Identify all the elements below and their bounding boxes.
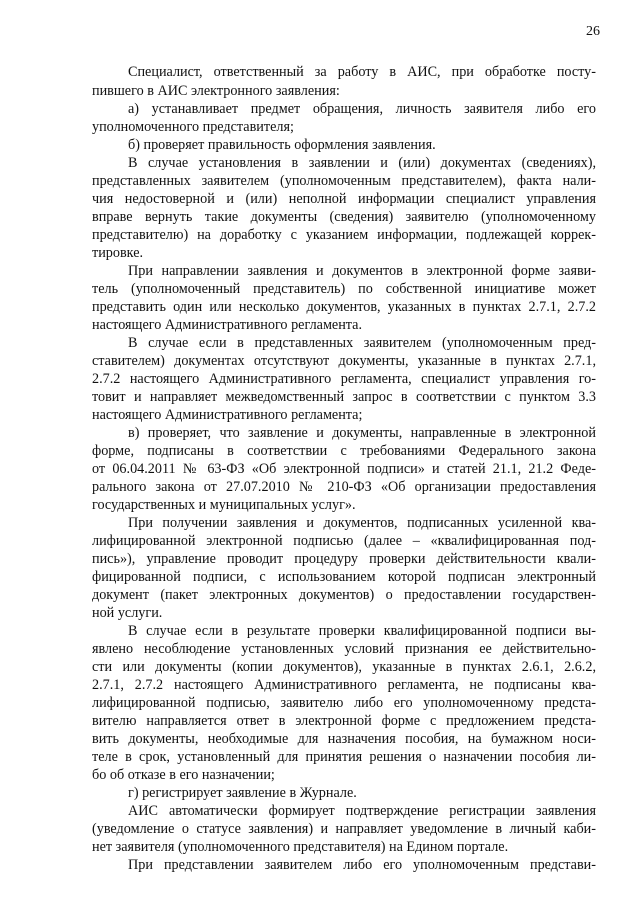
text-line: лифицированной электронной подписью (далее – «квалифицированная под- — [92, 533, 596, 549]
text-line: ной услуги. — [92, 605, 163, 621]
text-line: в) проверяет, что заявление и документы, направленные в электронной — [128, 425, 596, 441]
text-line: уполномоченного представителя; — [92, 119, 294, 135]
text-line: чия недостоверной и (или) неполной информации специалист управления — [92, 191, 596, 207]
text-line: При получении заявления и документов, подписанных усиленной ква- — [128, 515, 596, 531]
text-line: нет заявителя (уполномоченного представителя) на Едином портале. — [92, 839, 509, 855]
text-line: настоящего Административного регламента; — [92, 407, 363, 423]
text-line: Специалист, ответственный за работу в АИС, при обработке посту- — [128, 64, 596, 80]
text-line: представителю) на доработку с указанием информации, подлежащей коррек- — [92, 227, 596, 243]
text-line: В случае если в представленных заявителем (уполномоченным пред- — [128, 335, 596, 351]
text-line: ставителем) документах отсутствуют документы, указанные в пунктах 2.7.1, — [92, 353, 596, 369]
text-line: бо об отказе в его назначении; — [92, 767, 275, 783]
text-line: лифицированной подписью, заявителю либо его уполномоченному предста- — [92, 695, 596, 711]
text-line: 2.7.2 настоящего Административного регламента, специалист управления го- — [92, 371, 596, 387]
text-line: форме, подписаны в соответствии с требованиями Федерального закона — [92, 443, 596, 459]
text-line: В случае установления в заявлении и (или) документах (сведениях), — [128, 155, 596, 171]
text-line: вить документы, необходимые для назначения пособия, на бумажном носи- — [92, 731, 596, 747]
text-line: документ (пакет электронных документов) о предоставлении государствен- — [92, 587, 596, 603]
text-line: от 06.04.2011 № 63-ФЗ «Об электронной подписи» и статей 21.1, 21.2 Феде- — [92, 461, 596, 477]
text-line: б) проверяет правильность оформления заявления. — [128, 137, 436, 153]
text-line: АИС автоматически формирует подтверждение регистрации заявления — [128, 803, 596, 819]
text-line: тировке. — [92, 245, 144, 261]
text-line: вителю направляется ответ в электронной форме с предложением предста- — [92, 713, 596, 729]
text-line: 2.7.1, 2.7.2 настоящего Административного регламента, не подписаны ква- — [92, 677, 596, 693]
text-line: товит и направляет межведомственный запрос в соответствии с пунктом 3.3 — [92, 389, 596, 405]
text-line: а) устанавливает предмет обращения, личность заявителя либо его — [128, 101, 596, 117]
text-line: При направлении заявления и документов в электронной форме заяви- — [128, 263, 596, 279]
text-line: сти или документы (копии документов), указанные в пунктах 2.6.1, 2.6.2, — [92, 659, 596, 675]
text-line: явлено несоблюдение установленных условий признания ее действительно- — [92, 641, 596, 657]
text-line: государственных и муниципальных услуг». — [92, 497, 356, 513]
text-line: рального закона от 27.07.2010 № 210-ФЗ «Об организации предоставления — [92, 479, 596, 495]
text-line: тель (уполномоченный представитель) по собственной инициативе может — [92, 281, 596, 297]
text-line: При представлении заявителем либо его уполномоченным представи- — [128, 857, 596, 873]
text-line: фицированной подписи, с использованием которой подписан электронный — [92, 569, 596, 585]
text-line: г) регистрирует заявление в Журнале. — [128, 785, 357, 801]
text-line: (уведомление о статусе заявления) и направляет уведомление в личный каби- — [92, 821, 596, 837]
page-number: 26 — [586, 24, 600, 39]
text-line: представить один или несколько документов, указанных в пунктах 2.7.1, 2.7.2 — [92, 299, 596, 315]
text-line: вправе вернуть такие документы (сведения) заявителю (уполномоченному — [92, 209, 596, 225]
text-line: пившего в АИС электронного заявления: — [92, 83, 340, 99]
text-line: пись»), управление проводит процедуру проверки действительности квали- — [92, 551, 596, 567]
text-line: настоящего Административного регламента. — [92, 317, 363, 333]
text-line: теле в срок, установленный для принятия решения о назначении пособия ли- — [92, 749, 596, 765]
text-line: представленных заявителем (уполномоченным представителем), факта нали- — [92, 173, 596, 189]
text-line: В случае если в результате проверки квалифицированной подписи вы- — [128, 623, 596, 639]
